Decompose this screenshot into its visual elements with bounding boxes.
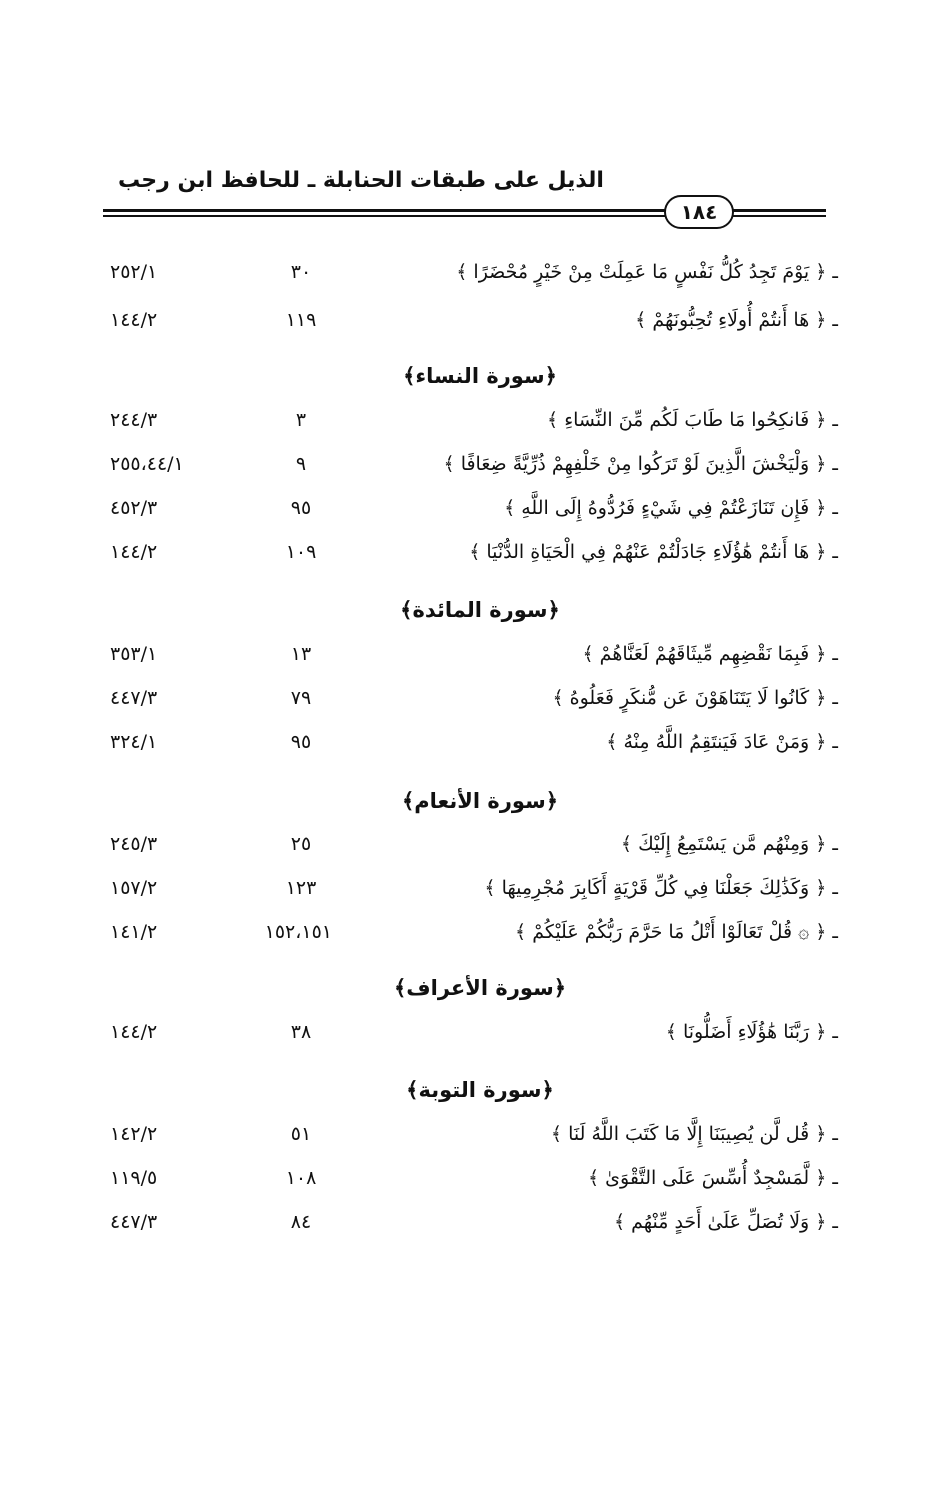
verse-row [0,632,933,676]
ayah-number: ١٢٣ [285,877,317,899]
verse-text: ـ ﴿ فَانكِحُوا مَا طَابَ لَكُم مِّنَ النِّسَاءِ ﴾ [547,409,838,431]
verse-text: ـ ﴿ وَلْيَخْشَ الَّذِينَ لَوْ تَرَكُوا مِنْ خَلْفِهِمْ ذُرِّيَّةً ضِعَافًا ﴾ [443,453,838,475]
surah-heading: ﴿سورة المائدة﴾ [400,598,560,622]
ayah-number: ١٠٨ [285,1167,317,1189]
surah-heading: ﴿سورة التوبة﴾ [406,1078,554,1102]
page-reference: ٤٥٢/٣ [110,497,158,519]
verse-row [0,530,933,574]
page-reference: ٤٤٧/٣ [110,1211,158,1233]
ayah-number: ١١٩ [285,309,317,331]
ayah-number: ٧٩ [290,687,312,709]
ayah-number: ٨٤ [290,1211,312,1233]
verse-text: ـ ﴿ وَمَنْ عَادَ فَيَنتَقِمُ اللَّهُ مِنْهُ ﴾ [606,731,838,753]
verse-text: ـ ﴿ يَوْمَ تَجِدُ كُلُّ نَفْسٍ مَا عَمِلَتْ مِنْ خَيْرٍ مُحْضَرًا ﴾ [456,261,838,283]
verse-text: ـ ﴿ وَكَذَٰلِكَ جَعَلْنَا فِي كُلِّ قَرْيَةٍ أَكَابِرَ مُجْرِمِيهَا ﴾ [484,877,838,899]
verse-text: ـ ﴿ وَمِنْهُم مَّن يَسْتَمِعُ إِلَيْكَ ﴾ [620,833,838,855]
page-reference: ١٤٤/٢ [110,1021,158,1043]
page-reference: ٤٤٧/٣ [110,687,158,709]
verse-text: ـ ﴿ رَبَّنَا هَٰؤُلَاءِ أَضَلُّونَا ﴾ [665,1021,838,1043]
page-reference: ١٤١/٢ [110,921,158,943]
verse-text: ـ ﴿ هَا أَنتُمْ هَٰؤُلَاءِ جَادَلْتُمْ عَنْهُمْ فِي الْحَيَاةِ الدُّنْيَا ﴾ [469,541,838,563]
verse-row [0,720,933,764]
ayah-number: ٩ [295,453,307,475]
verse-text: ـ ﴿ فَبِمَا نَقْضِهِم مِّيثَاقَهُمْ لَعَنَّاهُمْ ﴾ [582,643,838,665]
verse-row [0,298,933,342]
page-number: ١٨٤ [664,195,734,229]
verse-row [0,442,933,486]
page-reference: ١٥٧/٢ [110,877,158,899]
surah-heading-row [0,966,933,1010]
verse-row [0,866,933,910]
ayah-number: ٩٥ [290,731,312,753]
surah-heading-row [0,779,933,823]
verse-text: ـ ﴿ لَّمَسْجِدٌ أُسِّسَ عَلَى التَّقْوَىٰ ﴾ [587,1167,838,1189]
surah-heading-row [0,1068,933,1112]
ayah-number: ٣٨ [290,1021,312,1043]
ayah-number: ٥١ [290,1123,312,1145]
surah-heading-row [0,354,933,398]
running-title: الذيل على طبقات الحنابلة ـ للحافظ ابن رجب [118,168,604,193]
verse-text: ـ ﴿ فَإِن تَنَازَعْتُمْ فِي شَيْءٍ فَرُدُّوهُ إِلَى اللَّهِ ﴾ [504,497,838,519]
verse-row [0,822,933,866]
verse-row [0,486,933,530]
verse-text: ـ ﴿ كَانُوا لَا يَتَنَاهَوْنَ عَن مُّنكَرٍ فَعَلُوهُ ﴾ [552,687,838,709]
page-reference: ٢٥٥،٤٤/١ [110,453,184,475]
verse-text: ـ ﴿ هَا أَنتُمْ أُولَاءِ تُحِبُّونَهُمْ ﴾ [635,309,838,331]
surah-heading: ﴿سورة الأعراف﴾ [393,976,567,1000]
verse-row [0,676,933,720]
page-reference: ١٤٤/٢ [110,541,158,563]
surah-heading: ﴿سورة الأنعام﴾ [401,789,559,813]
verse-row [0,1200,933,1244]
surah-heading-row [0,588,933,632]
surah-heading: ﴿سورة النساء﴾ [403,364,557,388]
ayah-number: ١٣ [290,643,312,665]
verse-text: ـ ﴿ وَلَا تُصَلِّ عَلَىٰ أَحَدٍ مِّنْهُم ﴾ [613,1211,838,1233]
verse-row [0,398,933,442]
ayah-number: ١٥٢،١٥١ [264,921,332,943]
ayah-number: ١٠٩ [285,541,317,563]
page-reference: ١٤٢/٢ [110,1123,158,1145]
ayah-number: ٢٥ [290,833,312,855]
verse-row [0,1112,933,1156]
verse-row [0,250,933,294]
page-reference: ٢٤٤/٣ [110,409,158,431]
page-reference: ١١٩/٥ [110,1167,158,1189]
ayah-number: ٩٥ [290,497,312,519]
verse-text: ـ ﴿ قُل لَّن يُصِيبَنَا إِلَّا مَا كَتَبَ اللَّهُ لَنَا ﴾ [550,1123,838,1145]
page-reference: ٢٥٢/١ [110,261,158,283]
verse-row [0,1156,933,1200]
ayah-number: ٣ [295,409,307,431]
ayah-number: ٣٠ [290,261,312,283]
verse-text: ـ ﴿ ۞ قُلْ تَعَالَوْا أَتْلُ مَا حَرَّمَ رَبُّكُمْ عَلَيْكُمْ ﴾ [515,921,838,943]
page-reference: ٣٢٤/١ [110,731,158,753]
page-reference: ٢٤٥/٣ [110,833,158,855]
page-reference: ١٤٤/٢ [110,309,158,331]
verse-row [0,910,933,954]
verse-row [0,1010,933,1054]
page-reference: ٣٥٣/١ [110,643,158,665]
